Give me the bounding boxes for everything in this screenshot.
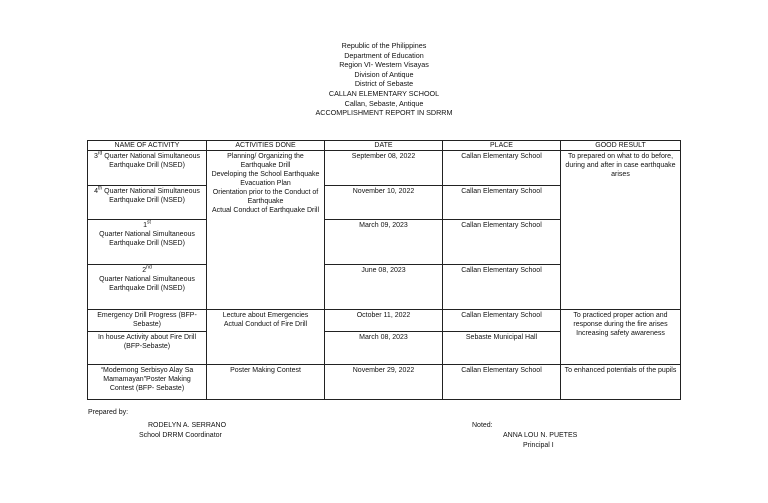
date-cell: October 11, 2022 [325, 310, 443, 332]
place-cell: Callan Elementary School [443, 365, 561, 400]
prepared-by-name: RODELYN A. SERRANO [148, 422, 227, 429]
noted-label: Noted: [472, 422, 493, 429]
accomplishment-table [87, 140, 681, 400]
table-header-row [88, 141, 681, 151]
header-line-address: Callan, Sebaste, Antique [344, 98, 424, 108]
good-result-cell-poster: To enhanced potentials of the pupils [561, 365, 681, 400]
activity-name-cell: 4th Quarter National Simultaneous Earthquake Drill (NSED) [88, 186, 207, 220]
header-line-department: Department of Education [344, 50, 424, 60]
column-header-place: PLACE [443, 141, 561, 151]
place-cell: Callan Elementary School [443, 310, 561, 332]
place-cell: Callan Elementary School [443, 151, 561, 186]
activity-name-cell: 2nd Quarter National Simultaneous Earthquake Drill (NSED) [88, 265, 207, 310]
header-line-district: District of Sebaste [354, 79, 414, 89]
table-row [88, 310, 681, 332]
column-header-activities: ACTIVITIES DONE [207, 141, 325, 151]
column-header-name: NAME OF ACTIVITY [88, 141, 207, 151]
place-cell: Callan Elementary School [443, 265, 561, 310]
noted-name: ANNA LOU N. PUETES [503, 432, 578, 439]
date-cell: March 08, 2023 [325, 332, 443, 365]
date-cell: June 08, 2023 [325, 265, 443, 310]
activity-name-cell: “Modernong Serbisyo Alay Sa Mamamayan”Poster Making Contest (BFP- Sebaste) [88, 365, 207, 400]
table-row [88, 365, 681, 400]
good-result-cell-nsed: To prepared on what to do before, during and after in case earthquake arises [561, 151, 681, 310]
activities-done-cell-poster: Poster Making Contest [207, 365, 325, 400]
document-header [0, 41, 768, 118]
good-result-cell-fire: To practiced proper action and response during the fire arises Increasing safety awareness [561, 310, 681, 365]
date-cell: November 29, 2022 [325, 365, 443, 400]
place-cell: Callan Elementary School [443, 186, 561, 220]
prepared-by-label: Prepared by: [88, 409, 129, 416]
activities-done-cell-nsed: Planning/ Organizing the Earthquake Drill Developing the School Earthquake Evacuation Plan Orientation prior to the Conduct of Earthquake Actual Conduct of Earthquake Drill [207, 151, 325, 310]
column-header-date: DATE [325, 141, 443, 151]
activity-name-cell: Emergency Drill Progress (BFP-Sebaste) [88, 310, 207, 332]
header-line-region: Region VI- Western Visayas [339, 60, 429, 70]
date-cell: September 08, 2022 [325, 151, 443, 186]
prepared-by-title: School DRRM Coordinator [139, 432, 222, 439]
place-cell: Sebaste Municipal Hall [443, 332, 561, 365]
place-cell: Callan Elementary School [443, 220, 561, 265]
activity-name-cell: 1st Quarter National Simultaneous Earthquake Drill (NSED) [88, 220, 207, 265]
report-title: ACCOMPLISHMENT REPORT IN SDRRM [315, 108, 453, 118]
header-line-school: CALLAN ELEMENTARY SCHOOL [328, 88, 440, 98]
activities-done-cell-fire: Lecture about Emergencies Actual Conduct of Fire Drill [207, 310, 325, 365]
header-line-division: Division of Antique [354, 69, 414, 79]
activity-name-cell: In house Activity about Fire Drill (BFP-Sebaste) [88, 332, 207, 365]
column-header-result: GOOD RESULT [561, 141, 681, 151]
date-cell: March 09, 2023 [325, 220, 443, 265]
activity-name-cell: 3rd Quarter National Simultaneous Earthquake Drill (NSED) [88, 151, 207, 186]
header-line-republic: Republic of the Philippines [341, 41, 427, 50]
table-row [88, 151, 681, 186]
noted-title: Principal I [523, 442, 554, 449]
date-cell: November 10, 2022 [325, 186, 443, 220]
